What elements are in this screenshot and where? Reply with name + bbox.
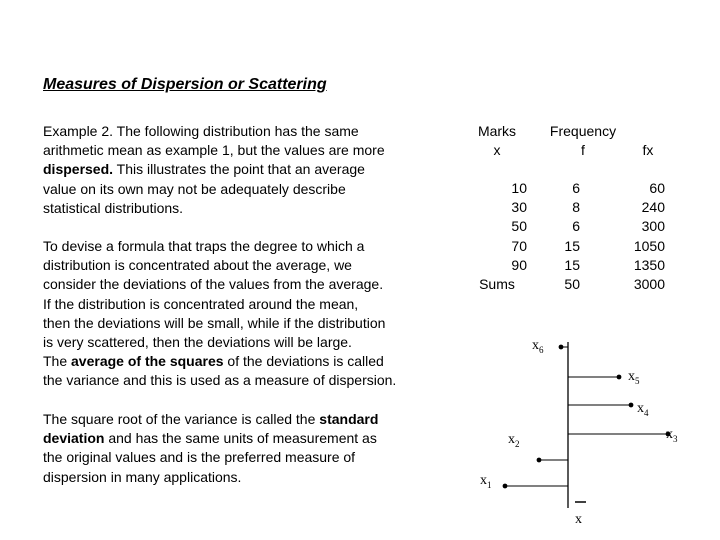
p2-line-7-pre: The	[43, 353, 72, 370]
p3-line-3: the original values and is the preferred measure of	[43, 449, 356, 466]
fx-header-label: fx	[642, 142, 654, 158]
bold-deviation: deviation	[43, 430, 105, 447]
marks-cell: 10	[511, 180, 527, 196]
frequency-cell: 15	[564, 256, 580, 273]
point-x5	[617, 375, 622, 380]
bold-average-of-squares: average of the squares	[71, 353, 224, 370]
p3-line-2-post: and has the same units of measurement as	[104, 430, 377, 447]
point-x1	[503, 484, 508, 489]
p3-line-1-pre: The square root of the variance is called the	[43, 411, 320, 427]
p1-line-1: Example 2. The following distribution has the same	[43, 123, 359, 139]
p2-line-4: If the distribution is concentrated around the mean,	[43, 295, 359, 312]
frequency-header-symbol: f	[581, 142, 585, 159]
frequency-sum: 50	[564, 276, 580, 293]
fx-sum: 3000	[633, 276, 665, 293]
p1-line-4: value on its own may not be adequately describe	[43, 180, 346, 197]
p3-line-4: dispersion in many applications.	[43, 468, 242, 485]
fx-cell: 1350	[633, 256, 665, 273]
label-x2: $x_2$	[508, 432, 520, 449]
marks-header-label: Marks	[477, 123, 517, 139]
p2-line-5: then the deviations will be small, while if the distribution	[43, 314, 386, 331]
point-x4	[629, 403, 634, 408]
frequency-cell: 6	[572, 180, 580, 196]
bold-dispersed: dispersed.	[43, 161, 114, 178]
frequency-cell: 6	[572, 218, 580, 235]
label-x4: $x_4$	[637, 401, 649, 418]
p2-line-3: consider the deviations of the values from the average.	[43, 276, 384, 293]
frequency-header-label: Frequency	[549, 123, 617, 139]
frequency-cell: 15	[564, 237, 580, 254]
slide-title: Measures of Dispersion or Scattering	[43, 76, 327, 93]
mean-label: x	[575, 512, 582, 527]
marks-cell: 70	[511, 237, 527, 254]
p1-line-5: statistical distributions.	[43, 199, 184, 216]
p1-line-3-rest: This illustrates the point that an average	[113, 161, 365, 178]
marks-cell: 50	[511, 218, 527, 235]
p2-line-6: is very scattered, then the deviations will be large.	[43, 334, 352, 351]
p2-line-1: To devise a formula that traps the degree to which a	[43, 238, 365, 254]
label-x6: $x_6$	[532, 338, 544, 355]
fx-cell: 60	[649, 180, 665, 196]
marks-header-symbol: x	[493, 142, 501, 159]
marks-cell: 90	[511, 256, 527, 273]
p2-line-7-post: of the deviations is called	[223, 353, 384, 370]
bold-standard: standard	[319, 411, 379, 427]
label-x3: $x_3$	[666, 427, 678, 444]
frequency-cell: 8	[572, 199, 580, 216]
fx-cell: 300	[641, 218, 665, 235]
p1-line-2: arithmetic mean as example 1, but the values are more	[43, 142, 385, 159]
p2-line-8: the variance and this is used as a measure of dispersion.	[43, 372, 397, 389]
fx-cell: 240	[641, 199, 665, 216]
sums-label: Sums	[479, 276, 515, 293]
label-x1: $x_1$	[480, 473, 492, 490]
marks-cell: 30	[511, 199, 527, 216]
point-x6	[559, 345, 564, 350]
fx-cell: 1050	[633, 237, 665, 254]
label-x5: $x_5$	[628, 369, 640, 386]
p2-line-2: distribution is concentrated about the average, we	[43, 257, 352, 274]
point-x2	[537, 458, 542, 463]
